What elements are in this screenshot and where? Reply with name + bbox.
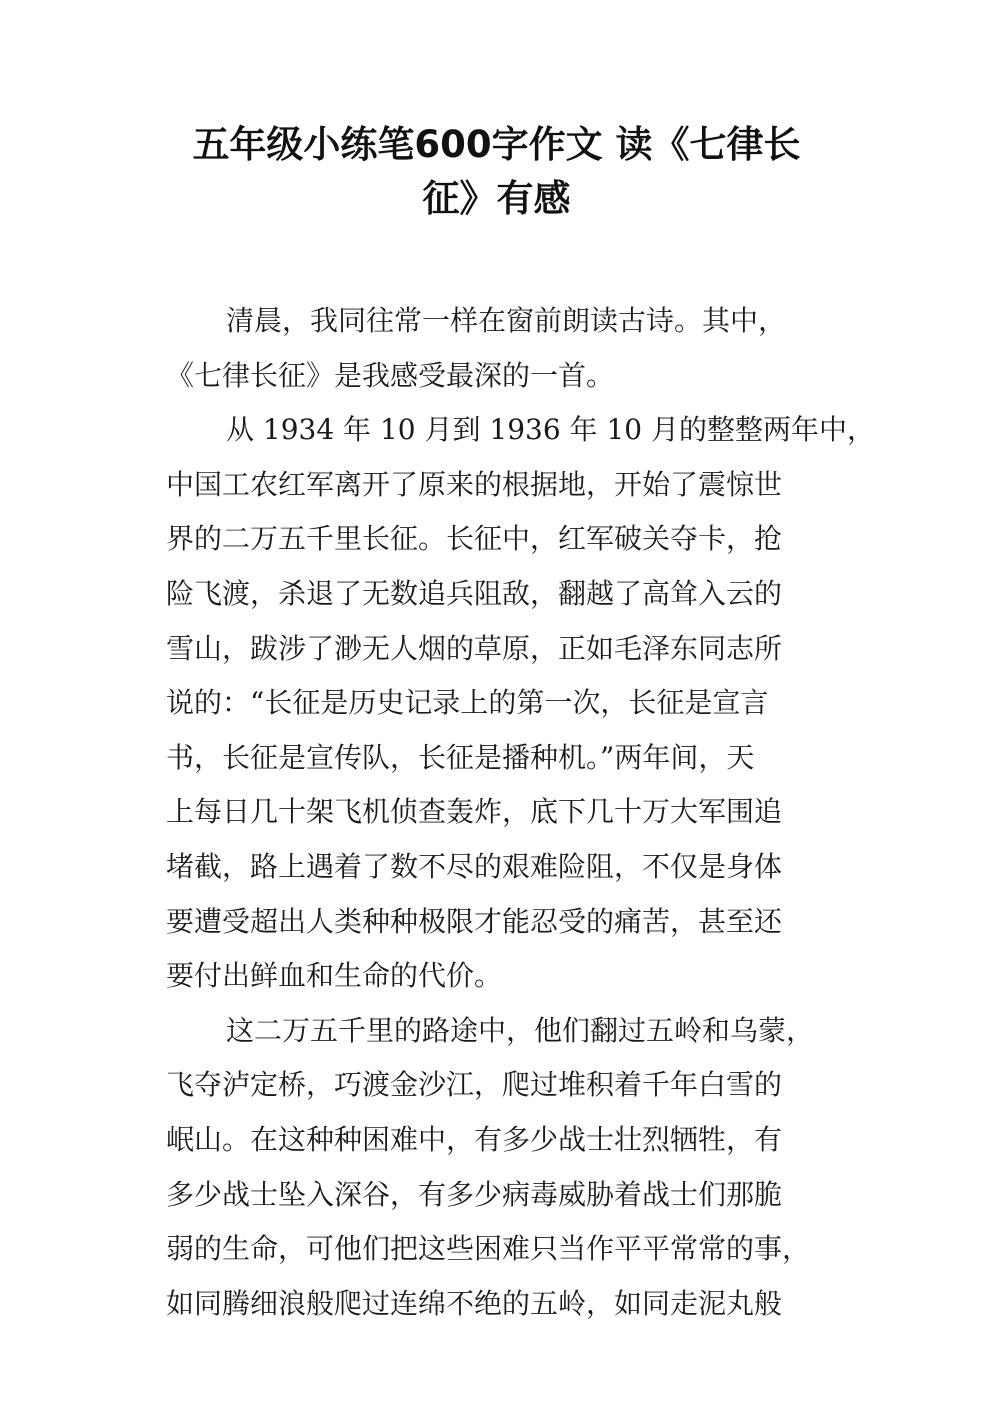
text-line: 要付出鲜血和生命的代价。 xyxy=(166,959,503,993)
article-body xyxy=(166,294,875,1331)
text-line: 险飞渡，杀退了无数追兵阻敌，翻越了高耸入云的 xyxy=(166,576,783,610)
text-line: 从 1934 年 10 月到 1936 年 10 月的整整两年中， xyxy=(226,413,875,447)
text-line: 如同腾细浪般爬过连绵不绝的五岭，如同走泥丸般 xyxy=(166,1286,783,1320)
text-line: 说的：“长征是历史记录上的第一次，长征是宣言 xyxy=(166,686,769,720)
text-line: 堵截，路上遇着了数不尽的艰难险阻，不仅是身体 xyxy=(166,849,783,883)
document-title xyxy=(140,118,853,226)
title-line-2: 征》有感 xyxy=(422,177,571,220)
text-line: 这二万五千里的路途中，他们翻过五岭和乌蒙， xyxy=(226,1013,815,1047)
text-line: 界的二万五千里长征。长征中，红军破关夺卡，抢 xyxy=(166,522,783,556)
text-line: 飞夺泸定桥，巧渡金沙江，爬过堆积着千年白雪的 xyxy=(166,1068,783,1102)
text-line: 弱的生命，可他们把这些困难只当作平平常常的事， xyxy=(166,1232,811,1266)
text-line: 上每日几十架飞机侦查轰炸，底下几十万大军围追 xyxy=(166,795,783,829)
text-line: 岷山。在这种种困难中，有多少战士壮烈牺牲，有 xyxy=(166,1122,783,1156)
paragraph-1 xyxy=(166,294,836,403)
text-line: 书，长征是宣传队，长征是播种机。”两年间，天 xyxy=(166,740,755,774)
text-line: 《七律长征》是我感受最深的一首。 xyxy=(166,358,615,392)
text-line: 多少战士坠入深谷，有多少病毒威胁着战士们那脆 xyxy=(166,1177,783,1211)
text-line: 清晨，我同往常一样在窗前朗读古诗。其中， xyxy=(226,304,787,337)
text-line: 要遭受超出人类种种极限才能忍受的痛苦，甚至还 xyxy=(166,904,783,938)
paragraph-3 xyxy=(166,1004,836,1332)
text-line: 中国工农红军离开了原来的根据地，开始了震惊世 xyxy=(166,467,783,501)
text-line: 雪山，跋涉了渺无人烟的草原，正如毛泽东同志所 xyxy=(166,631,783,665)
title-line-1: 五年级小练笔600字作文 读《七律长 xyxy=(192,123,801,166)
paragraph-2 xyxy=(166,403,875,1004)
